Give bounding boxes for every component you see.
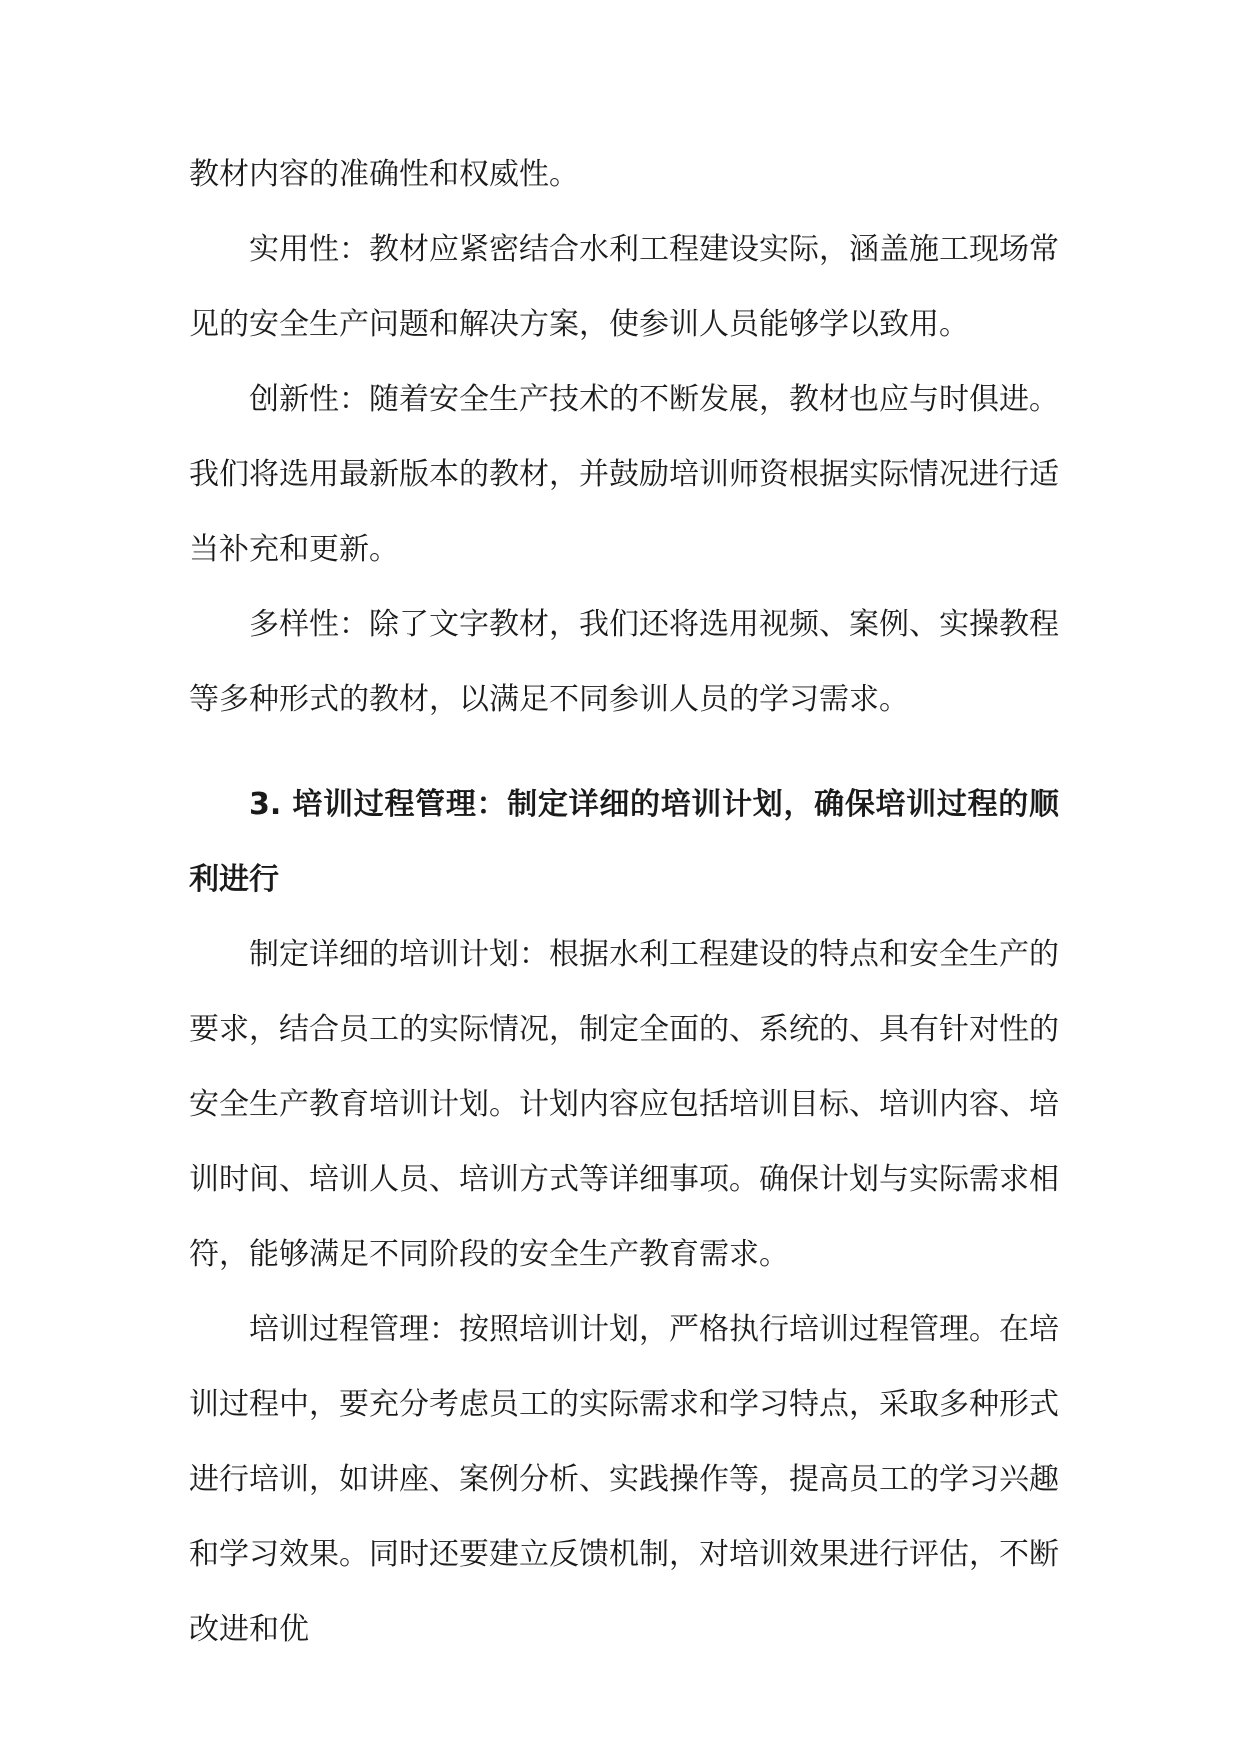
paragraph-innovation: 创新性：随着安全生产技术的不断发展，教材也应与时俱进。我们将选用最新版本的教材，并鼓励培训师资根据实际情况进行适当补充和更新。 — [189, 382, 1059, 567]
paragraph-diversity: 多样性：除了文字教材，我们还将选用视频、案例、实操教程等多种形式的教材，以满足不同参训人员的学习需求。 — [189, 607, 1059, 717]
paragraph-training-plan: 制定详细的培训计划：根据水利工程建设的特点和安全生产的要求，结合员工的实际情况，制定全面的、系统的、具有针对性的安全生产教育培训计划。计划内容应包括培训目标、培训内容、培训时间、培训人员、培训方式等详细事项。确保计划与实际需求相符，能够满足不同阶段的安全生产教育需求。 — [189, 937, 1059, 1272]
document-body — [189, 137, 1059, 1667]
paragraph-continuation: 教材内容的准确性和权威性。 — [189, 157, 579, 192]
paragraph-process-management: 培训过程管理：按照培训计划，严格执行培训过程管理。在培训过程中，要充分考虑员工的实际需求和学习特点，采取多种形式进行培训，如讲座、案例分析、实践操作等，提高员工的学习兴趣和学习效果。同时还要建立反馈机制，对培训效果进行评估，不断改进和优 — [189, 1312, 1059, 1647]
paragraph-practicality: 实用性：教材应紧密结合水利工程建设实际，涵盖施工现场常见的安全生产问题和解决方案，使参训人员能够学以致用。 — [189, 232, 1059, 342]
section-heading-3: 3. 培训过程管理：制定详细的培训计划，确保培训过程的顺利进行 — [189, 787, 1059, 897]
